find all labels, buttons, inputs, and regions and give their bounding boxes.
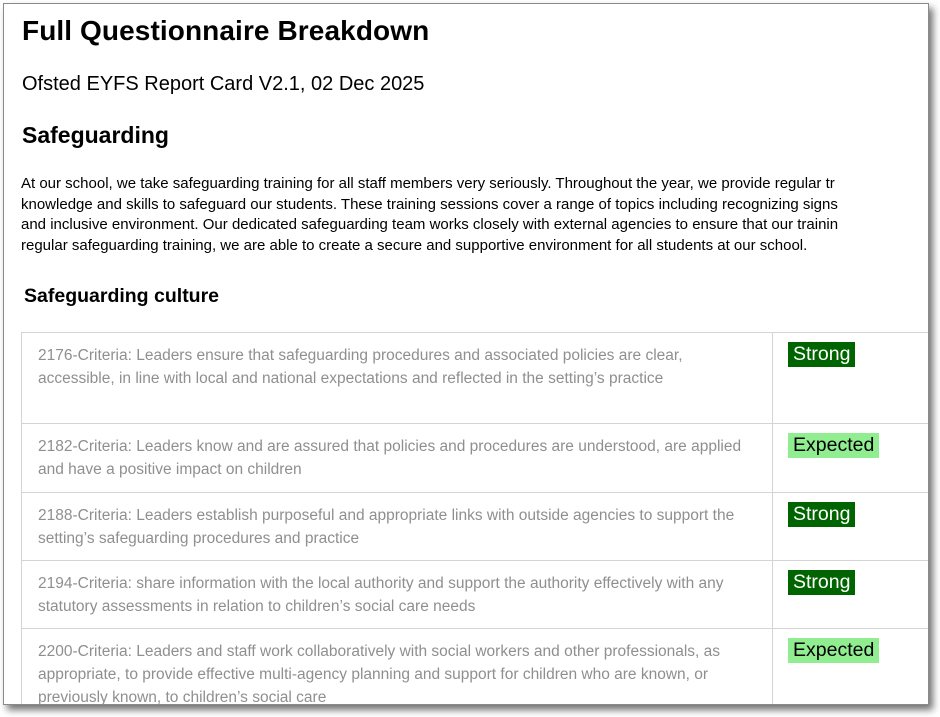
criteria-text: 2182-Criteria: Leaders know and are assured that policies and procedures are understood, are applied and have a positive impact on children [22, 424, 773, 493]
rating-cell [773, 493, 930, 561]
criteria-table [21, 332, 929, 705]
criteria-text: 2200-Criteria: Leaders and staff work collaboratively with social workers and other professionals, as appropriate, to provide effective multi-agency planning and support for children who are known, or previously known, to children’s social care [22, 629, 773, 706]
rating-cell [773, 629, 930, 706]
intro-line: and inclusive environment. Our dedicated safeguarding team works closely with external agencies to ensure that our trainin [21, 216, 839, 233]
rating-badge: Strong [788, 502, 855, 527]
page-title: Full Questionnaire Breakdown [22, 15, 430, 46]
table-row [22, 333, 930, 424]
section-intro [21, 174, 929, 256]
criteria-text: 2188-Criteria: Leaders establish purposeful and appropriate links with outside agencies to support the setting’s safeguarding procedures and practice [22, 493, 773, 561]
rating-badge: Strong [788, 570, 855, 595]
subsection-heading: Safeguarding culture [24, 285, 220, 307]
rating-badge: Strong [788, 342, 855, 367]
rating-badge: Expected [788, 638, 879, 663]
report-window [3, 3, 929, 705]
table-row [22, 493, 930, 561]
rating-badge: Expected [788, 433, 879, 458]
section-heading: Safeguarding [22, 122, 169, 148]
table-row [22, 561, 930, 629]
criteria-text: 2176-Criteria: Leaders ensure that safeguarding procedures and associated policies are clear, accessible, in line with local and national expectations and reflected in the setting’s practice [22, 333, 773, 424]
intro-line: At our school, we take safeguarding training for all staff members very seriously. Throughout the year, we provide regular tr [21, 175, 835, 192]
criteria-text: 2194-Criteria: share information with the local authority and support the authority effectively with any statutory assessments in relation to children’s social care needs [22, 561, 773, 629]
table-row [22, 424, 930, 493]
rating-cell [773, 424, 930, 493]
rating-cell [773, 561, 930, 629]
intro-line: regular safeguarding training, we are able to create a secure and supportive environment for all students at our school. [21, 236, 808, 254]
rating-cell [773, 333, 930, 424]
table-row [22, 629, 930, 706]
intro-line: knowledge and skills to safeguard our students. These training sessions cover a range of topics including recognizing signs [21, 195, 838, 213]
report-subtitle: Ofsted EYFS Report Card V2.1, 02 Dec 2025 [22, 73, 425, 95]
